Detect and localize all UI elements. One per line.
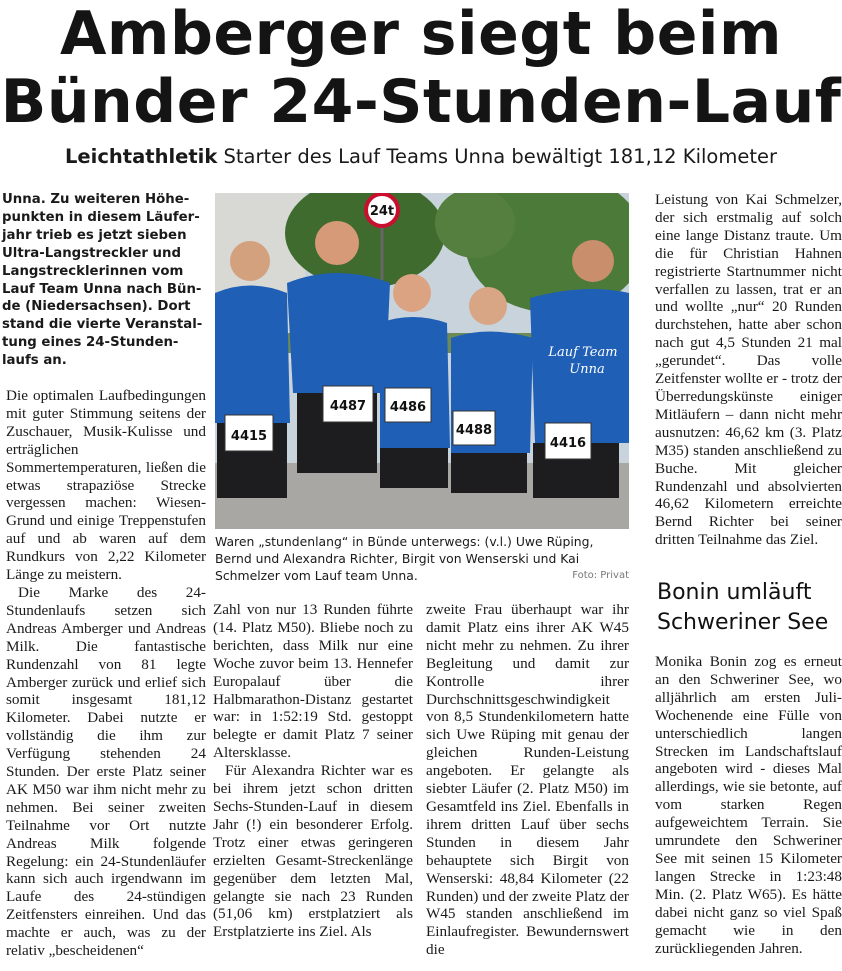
bib-number: 4415 [230,429,268,444]
article-column-1 [6,387,206,960]
paragraph: Für Alexandra Richter war es bei ihrem jetzt schon dritten Sechs-Stunden-Lauf in diesem Jahr (!) ein besonderer Erfolg. Trotz einer etwas geringeren erzielten Gesamt-Streckenlänge gegenüber dem letzten Mal, gelangte sie nach 23 Runden (51,06 km) erstplatziert als Erstplatzierte ins Ziel. Als [213,762,413,941]
caption-text: Waren „stundenlang“ in Bünde unterwegs: (v.l.) Uwe Rüping, Bernd und Alexandra Richter, Birgit von Wenserski und Kai Schmelzer vom Lauf team Unna. [215,534,594,583]
subhead-text: Starter des Lauf Teams Unna bewältigt 181,12 Kilometer [223,145,777,168]
article-column-2 [213,601,413,941]
paragraph: Monika Bonin zog es erneut an den Schweriner See, wo alljährlich am ersten Juli-Wochenende eine Fülle von unterschiedlich langen Strecken im Landschaftslauf angeboten wird - dieses Mal allerdings, wie sie betonte, auf vom starken Regen aufgeweichtem Terrain. Sie umrundete den Schweriner See mit seinen 15 Kilometer langen Strecke in 1:23:48 Min. (2. Platz W65). Es hätte dabei nicht ganz so viel Spaß gemacht wie in den zurückliegenden Jahren. [655,653,842,957]
sidebar-heading [657,578,842,638]
team-photo [215,193,629,529]
lead-line: laufs an. [2,353,67,369]
article-column-3 [426,601,629,959]
subhead-kicker: Leichtathletik [64,145,218,168]
paragraph: Zahl von nur 13 Runden führte (14. Platz M50). Bliebe noch zu berichten, dass Milk nur eine Woche zuvor beim 13. Hennefer Europalauf über die Halbmarathon-Distanz gestartet war: in 1:52:19 Std. gestoppt belegte er damit Platz 7 seiner Altersklasse. [213,601,413,762]
photo-credit: Foto: Privat [572,570,629,581]
bib-number: 4416 [549,436,587,451]
headline-line-2: Bünder 24-Stunden-Lauf [0,67,842,137]
lead-line: Ultra-Langstreckler und [2,245,181,261]
article-column-4 [655,191,842,549]
bib-number: 4488 [455,423,493,438]
headline-line-1: Amberger siegt beim [59,0,783,69]
subheadline [0,145,842,169]
paragraph: Die Marke des 24-Stundenlaufs setzen sich Andreas Amberger und Andreas Milk. Die fantastische Rundenzahl von 81 legte Amberger zurück und erlief sich somit insgesamt 181,12 Kilometer. Dabei nutzte er vollständig die ihm zur Verfügung stehenden 24 Stunden. Der erste Platz seiner AK M50 war ihm nicht mehr zu nehmen. Bei seiner zweiten Teilnahme vor Ort nutzte Andreas Milk folgende Regelung: ein 24-Stundenläufer kann sich auch irgendwann im Laufe des 24-stündigen Zeitfensters einreihen. Und das machte er auch, was zu der relativ „bescheidenen“ [6,583,206,960]
bib-number: 4487 [329,399,367,414]
sidebar-heading-line: Schweriner See [657,610,829,635]
lead-line: de (Niedersachsen). Dort [2,299,191,315]
paragraph: Die optimalen Laufbedingungen mit guter Stimmung seitens der Zuschauer, Musik-Kulisse und erträglichen Sommertemperaturen, ließen die etwas strapaziöse Strecke vergessen machen: Wiesen-Grund und einige Treppenstufen auf und ab waren auf dem Rundkurs von 2,22 Kilometer Länge zu meistern. [6,387,206,584]
sign-text: 24t [369,204,395,219]
lead-line: Lauf Team Unna nach Bün- [2,281,202,297]
sidebar-heading-line: Bonin umläuft [657,580,812,605]
paragraph: Leistung von Kai Schmelzer, der sich erstmalig auf solch eine lange Distanz traute. Um die für Christian Hahnen registrierte Startnummer nicht verfallen zu lassen, trat er an und wollte „nur“ 20 Runden durchstehen, hatte aber schon nach gut 4,5 Stunden 21 mal „gerundet“. Das volle Zeitfenster wollte er - trotz der Überredungskünste einiger Mitläufern – dann nicht mehr ausnutzen: 46,62 km (3. Platz M35) standen anschließend zu Buche. Mit gleicher Rundenzahl und absolvierten 46,62 Kilometern erreichte Bernd Richter bei seiner dritten Teilnahme das Ziel. [655,191,842,549]
paragraph: zweite Frau überhaupt war ihr damit Platz eins ihrer AK W45 nicht mehr zu nehmen. Zu ihrer Begleitung und damit zur Kontrolle ihrer Durchschnittsgeschwindigkeit von 8,5 Stundenkilometern hatte sich Uwe Rüping mit genau der gleichen Runden-Leistung angeboten. Er gelangte als siebter Läufer (2. Platz M50) im Gesamtfeld ins Ziel. Ebenfalls in ihrem dritten Lauf über sechs Stunden in diesem Jahr behauptete sich Birgit von Wenserski: 48,84 Kilometer (22 Runden) und der zweite Platz der W45 standen anschließend im Einlaufregister. Bewundernswert die [426,601,629,959]
lead-line: Langstrecklerinnen vom [2,263,184,279]
photo-caption [215,533,629,584]
lead-line: Unna. Zu weiteren Höhe- [2,192,190,207]
lead-line: tung eines 24-Stunden- [2,335,179,351]
lead-line: stand die vierte Veranstal- [2,317,203,333]
sidebar-article [655,653,842,957]
shirt-print: Unna [569,362,605,377]
lead-line: jahr trieb es jetzt sieben [2,227,187,243]
shirt-print: Lauf Team [548,345,618,360]
lead-line: punkten in diesem Läufer- [2,209,200,225]
bib-number: 4486 [389,400,427,415]
lead-paragraph [2,191,206,370]
